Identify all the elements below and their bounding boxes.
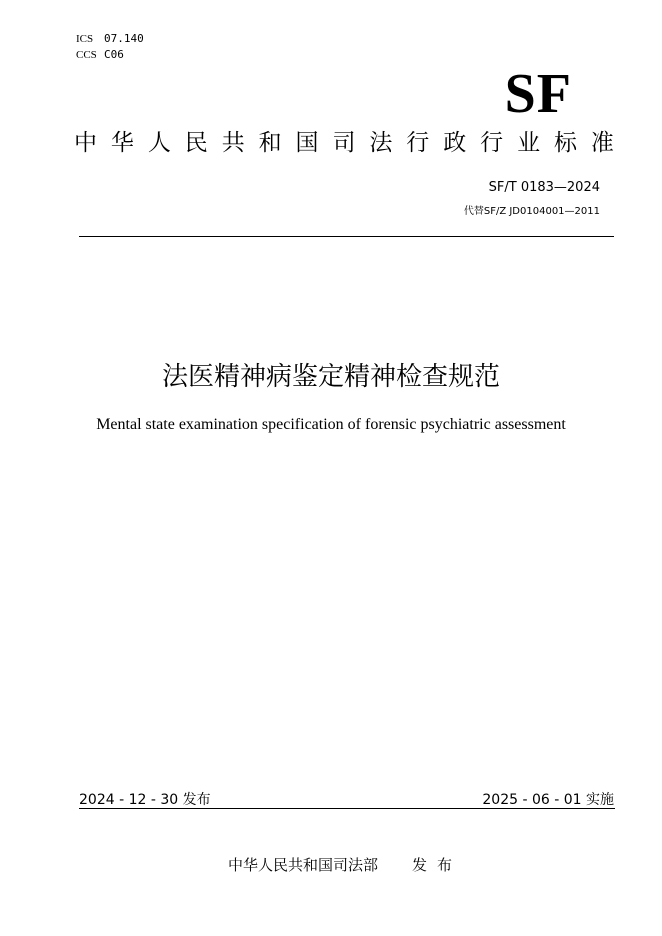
bottom-divider bbox=[79, 808, 615, 809]
implement-date: 2025 - 06 - 01 实施 bbox=[482, 792, 614, 808]
category-char: 行 bbox=[480, 130, 504, 156]
standard-number: SF/T 0183—2024 bbox=[488, 180, 600, 195]
publish-date: 2024 - 12 - 30 发布 bbox=[79, 792, 211, 808]
category-char: 国 bbox=[295, 130, 319, 156]
replaces-standard: 代替SF/Z JD0104001—2011 bbox=[463, 206, 600, 217]
ics-value: 07.140 bbox=[104, 32, 144, 45]
category-char: 准 bbox=[590, 130, 614, 156]
top-divider bbox=[79, 236, 614, 237]
category-char: 业 bbox=[517, 130, 541, 156]
sf-logo: SF bbox=[504, 63, 572, 125]
category-char: 华 bbox=[110, 130, 134, 156]
category-char: 标 bbox=[553, 130, 577, 156]
ccs-label: CCS bbox=[76, 49, 97, 61]
issuing-body: 中华人民共和国司法部 bbox=[228, 856, 379, 874]
category-char: 和 bbox=[258, 130, 282, 156]
category-char: 中 bbox=[74, 130, 97, 156]
title-english: Mental state examination specification of forensic psychiatric assessment bbox=[96, 416, 566, 433]
category-char: 民 bbox=[184, 130, 208, 156]
title-chinese: 法医精神病鉴定精神检查规范 bbox=[161, 362, 500, 392]
standard-category-line bbox=[74, 128, 614, 158]
ics-label: ICS bbox=[76, 33, 94, 45]
category-char: 行 bbox=[406, 130, 430, 156]
category-char: 司 bbox=[332, 130, 356, 156]
category-char: 共 bbox=[221, 130, 245, 156]
category-char: 政 bbox=[443, 130, 467, 156]
category-char: 法 bbox=[369, 130, 393, 156]
ccs-value: C06 bbox=[104, 48, 124, 61]
ics-classification bbox=[76, 32, 144, 45]
ccs-classification bbox=[76, 48, 124, 61]
category-char: 人 bbox=[147, 130, 171, 156]
issue-action: 发布 bbox=[412, 856, 463, 874]
